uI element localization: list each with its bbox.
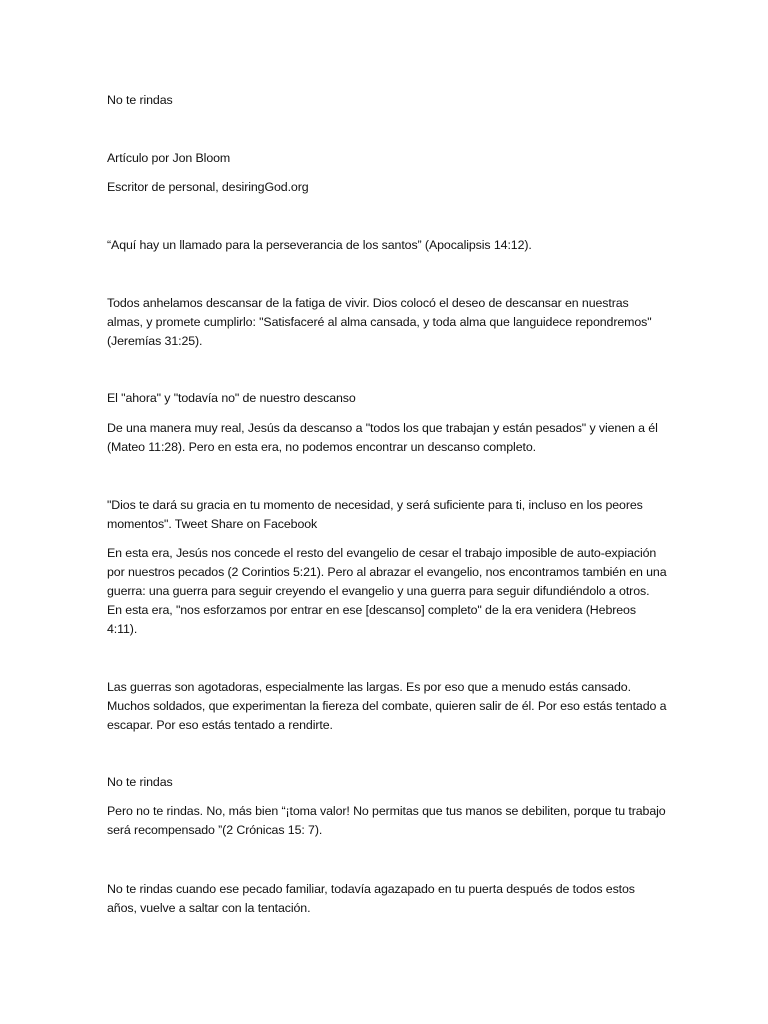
section-heading: No te rindas <box>107 775 173 789</box>
section-heading: El "ahora" y "todavía no" de nuestro descanso <box>107 391 356 405</box>
paragraph-epigraph: “Aquí hay un llamado para la perseverancia de los santos” (Apocalipsis 14:12). <box>107 238 532 252</box>
paragraph: De una manera muy real, Jesús da descanso a "todos los que trabajan y están pesados" y vienen a él (Mateo 11:28). Pero en esta era, no podemos encontrar un descanso completo. <box>107 421 658 454</box>
author-role: Escritor de personal, desiringGod.org <box>107 180 309 194</box>
pull-quote: "Dios te dará su gracia en tu momento de necesidad, y será suficiente para ti, incluso en los peores momentos". Tweet Share on Facebook <box>107 498 643 531</box>
paragraph: En esta era, Jesús nos concede el resto del evangelio de cesar el trabajo imposible de auto-expiación por nuestros pecados (2 Corintios 5:21). Pero al abrazar el evangelio, nos encontramos también en una guerra: una guerra para seguir creyendo el evangelio y una guerra para seguir difundiéndolo a otros. En esta era, "nos esforzamos por entrar en ese [descanso] completo" de la era venidera (Hebreos 4:11). <box>107 546 667 636</box>
paragraph: Las guerras son agotadoras, especialmente las largas. Es por eso que a menudo estás cansado. Muchos soldados, que experimentan la fiereza del combate, quieren salir de él. Por eso estás tentado a escapar. Por eso estás tentado a rendirte. <box>107 680 667 732</box>
paragraph: Todos anhelamos descansar de la fatiga de vivir. Dios colocó el deseo de descansar en nuestras almas, y promete cumplirlo: "Satisfaceré al alma cansada, y toda alma que languidece repondremos" (Jeremías 31:25). <box>107 296 652 348</box>
byline: Artículo por Jon Bloom <box>107 151 231 165</box>
paragraph: Pero no te rindas. No, más bien “¡toma valor! No permitas que tus manos se debiliten, porque tu trabajo será recompensado ”(2 Crónicas 15: 7). <box>107 804 666 837</box>
document-title: No te rindas <box>107 93 173 107</box>
paragraph: No te rindas cuando ese pecado familiar, todavía agazapado en tu puerta después de todos estos años, vuelve a saltar con la tentación. <box>107 882 635 915</box>
